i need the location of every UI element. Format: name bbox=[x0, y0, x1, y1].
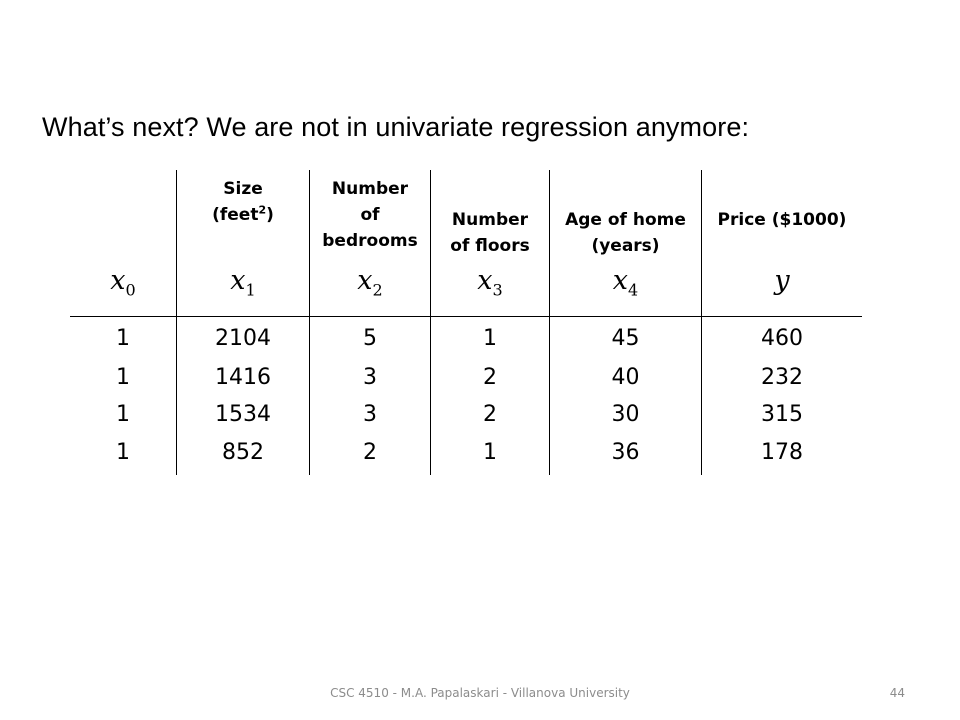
table-cell: 1 bbox=[116, 440, 130, 465]
slide-title: What’s next? We are not in univariate regression anymore: bbox=[42, 112, 750, 142]
var-label-x2-letter: x bbox=[357, 265, 373, 296]
table-cell: 2104 bbox=[215, 326, 271, 351]
table-cell: 1 bbox=[483, 326, 497, 351]
var-label-x1 bbox=[177, 266, 309, 305]
header-size-close: ) bbox=[266, 205, 274, 225]
var-label-x2-sub: 2 bbox=[372, 280, 383, 300]
table-cell: 3 bbox=[363, 402, 377, 427]
table-cell: 40 bbox=[611, 365, 640, 390]
table-cell: 232 bbox=[761, 365, 803, 390]
var-label-x4-sub: 4 bbox=[628, 280, 639, 300]
table-cell: 3 bbox=[363, 365, 377, 390]
table-cell: 36 bbox=[611, 440, 640, 465]
header-floors bbox=[431, 207, 549, 259]
var-label-y bbox=[702, 266, 862, 296]
table-cell: 1416 bbox=[215, 365, 271, 390]
header-size-superscript: 2 bbox=[258, 203, 267, 217]
header-bedrooms-line2: of bbox=[360, 205, 380, 225]
var-label-x4 bbox=[550, 266, 701, 305]
header-age bbox=[550, 207, 701, 259]
table-cell: 2 bbox=[483, 402, 497, 427]
table-cell: 852 bbox=[222, 440, 264, 465]
table-cell: 315 bbox=[761, 402, 803, 427]
header-floors-line1: Number bbox=[451, 210, 529, 230]
table-cell: 1 bbox=[116, 326, 130, 351]
table-cell: 1534 bbox=[215, 402, 271, 427]
table-cell: 1 bbox=[483, 440, 497, 465]
table-cell: 460 bbox=[761, 326, 803, 351]
header-bedrooms-line1: Number bbox=[331, 179, 409, 199]
table-cell: 1 bbox=[116, 365, 130, 390]
header-age-line2: (years) bbox=[591, 236, 660, 256]
header-rule bbox=[70, 316, 862, 317]
page-number: 44 bbox=[889, 686, 905, 700]
var-label-y-letter: y bbox=[774, 265, 790, 296]
table-cell: 2 bbox=[363, 440, 377, 465]
var-label-x1-letter: x bbox=[230, 265, 246, 296]
header-price-line1: Price ($1000) bbox=[717, 210, 847, 230]
var-label-x1-sub: 1 bbox=[245, 280, 256, 300]
header-size-line1: Size bbox=[223, 179, 263, 199]
header-size bbox=[177, 176, 309, 228]
header-price bbox=[702, 207, 862, 233]
header-bedrooms-line3: bedrooms bbox=[322, 231, 418, 251]
var-label-x3 bbox=[431, 266, 549, 305]
var-label-x0-sub: 0 bbox=[125, 280, 136, 300]
table-cell: 2 bbox=[483, 365, 497, 390]
header-floors-line2: of floors bbox=[450, 236, 530, 256]
var-label-x3-sub: 3 bbox=[492, 280, 503, 300]
table-cell: 30 bbox=[611, 402, 640, 427]
var-label-x2 bbox=[310, 266, 430, 305]
data-table bbox=[70, 170, 862, 475]
table-cell: 45 bbox=[611, 326, 640, 351]
table-cell: 1 bbox=[116, 402, 130, 427]
header-size-unit: (feet bbox=[212, 205, 259, 225]
header-bedrooms bbox=[310, 176, 430, 254]
table-cell: 5 bbox=[363, 326, 377, 351]
slide-footer: CSC 4510 - M.A. Papalaskari - Villanova University bbox=[330, 686, 630, 700]
var-label-x0-letter: x bbox=[110, 265, 126, 296]
header-size-line2 bbox=[177, 202, 309, 228]
var-label-x0 bbox=[70, 266, 176, 305]
var-label-x3-letter: x bbox=[477, 265, 493, 296]
header-age-line1: Age of home bbox=[565, 210, 686, 230]
table-cell: 178 bbox=[761, 440, 803, 465]
var-label-x4-letter: x bbox=[612, 265, 629, 296]
